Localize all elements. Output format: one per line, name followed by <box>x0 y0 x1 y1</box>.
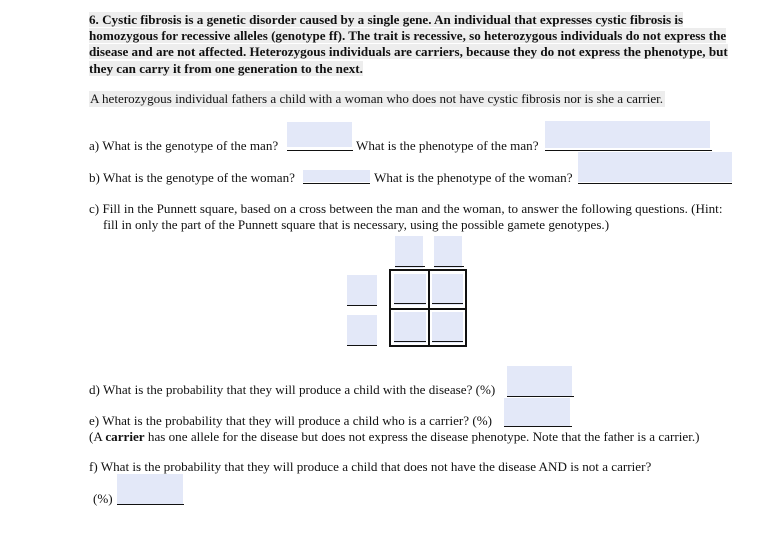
part-a-genotype-answer-field[interactable] <box>287 122 352 147</box>
part-b-phenotype-blank <box>578 183 732 184</box>
punnett-cell-2-1-blank <box>394 341 426 342</box>
part-e-note <box>89 429 699 445</box>
punnett-cell-1-2[interactable] <box>432 274 463 305</box>
punnett-top-gamete-2-field[interactable] <box>434 236 462 268</box>
part-e-note-prefix: (A <box>89 429 103 444</box>
part-a-genotype-blank <box>287 150 353 151</box>
part-c-instructions-line1: c) Fill in the Punnett square, based on a cross between the man and the woman, to answer the following questions. (Hint: <box>89 201 723 216</box>
punnett-cell-1-2-blank <box>432 303 463 304</box>
punnett-cell-1-1-blank <box>394 303 426 304</box>
punnett-cell-2-2[interactable] <box>432 312 463 343</box>
part-b-genotype-label: b) What is the genotype of the woman? <box>89 170 295 185</box>
part-b-phenotype-label: What is the phenotype of the woman? <box>374 170 573 185</box>
part-e-blank <box>504 426 572 427</box>
punnett-cell-1-1[interactable] <box>394 274 426 305</box>
part-e-note-rest: has one allele for the disease but does not express the disease phenotype. Note that the father is a carrier.) <box>147 429 700 444</box>
part-a-phenotype-blank <box>545 150 712 151</box>
punnett-cell-2-2-blank <box>432 341 463 342</box>
punnett-left-gamete-2-field[interactable] <box>347 315 377 345</box>
part-e-label: e) What is the probability that they will produce a child who is a carrier? (%) <box>89 413 492 428</box>
part-a-phenotype-label: What is the phenotype of the man? <box>356 138 539 153</box>
question-intro: 6. Cystic fibrosis is a genetic disorder caused by a single gene. An individual that expresses cystic fibrosis is homozygous for recessive alleles (genotype ff). The trait is recessive, so heterozygous individuals do not express the disease and are not affected. Heterozygous individuals are carriers, because they do not express the phenotype, but they can carry it from one generation to the next. <box>89 12 728 76</box>
punnett-left-gamete-1-blank <box>347 305 377 306</box>
punnett-grid-horizontal-divider <box>391 308 465 310</box>
question-scenario: A heterozygous individual fathers a child with a woman who does not have cystic fibrosis nor is she a carrier. <box>90 91 664 106</box>
part-e-note-bold: carrier <box>105 429 145 444</box>
punnett-top-gamete-1-field[interactable] <box>395 236 423 268</box>
part-f-answer-label: (%) <box>93 491 113 506</box>
part-a-genotype-label: a) What is the genotype of the man? <box>89 138 279 153</box>
punnett-top-gamete-2-blank <box>434 266 464 267</box>
part-a-phenotype-answer-field[interactable] <box>545 121 710 148</box>
punnett-square <box>340 230 480 355</box>
part-b-genotype-answer-field[interactable] <box>303 170 370 182</box>
part-b-phenotype-answer-field[interactable] <box>578 152 732 182</box>
part-d-answer-field[interactable] <box>507 366 572 396</box>
part-f-label: f) What is the probability that they will produce a child that does not have the disease AND is not a carrier? <box>89 459 652 474</box>
part-f-answer-field[interactable] <box>117 474 183 504</box>
part-b-genotype-blank <box>303 183 370 184</box>
punnett-left-gamete-2-blank <box>347 345 377 346</box>
punnett-grid <box>389 269 467 347</box>
punnett-cell-2-1[interactable] <box>394 312 426 343</box>
punnett-left-gamete-1-field[interactable] <box>347 275 377 305</box>
part-c-instructions-line2: fill in only the part of the Punnett square that is necessary, using the possible gamete genotypes.) <box>103 217 610 232</box>
part-d-blank <box>507 396 574 397</box>
part-e-answer-field[interactable] <box>504 398 570 426</box>
part-d-label: d) What is the probability that they will produce a child with the disease? (%) <box>89 382 496 397</box>
punnett-top-gamete-1-blank <box>395 266 425 267</box>
part-f-blank <box>117 504 184 505</box>
